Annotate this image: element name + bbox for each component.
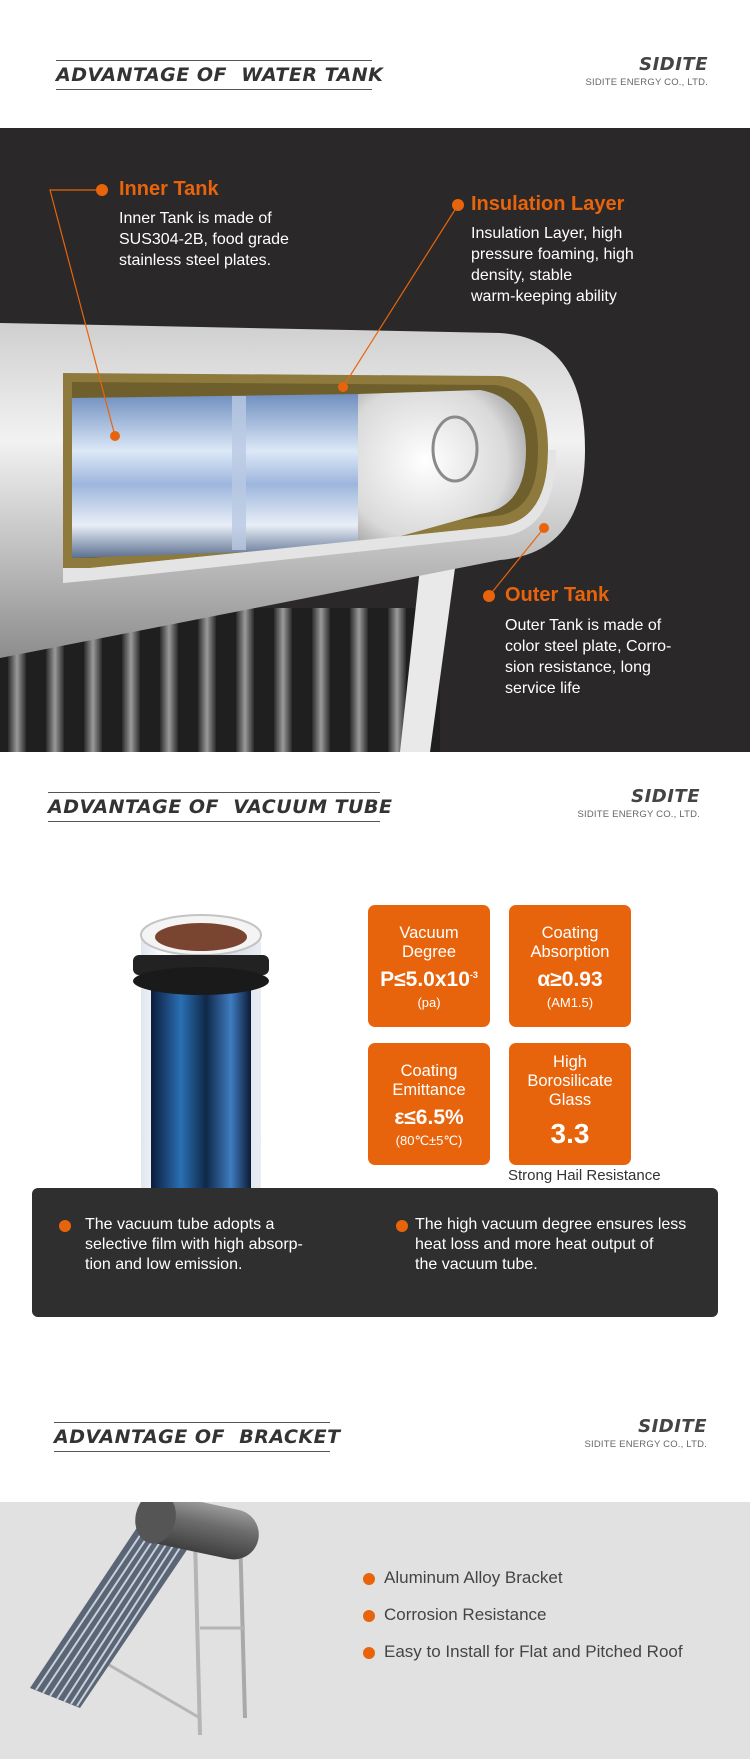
vacuum-tube-image (125, 895, 295, 1195)
hail-resistance-caption: Strong Hail Resistance (508, 1167, 661, 1184)
spec-note: (pa) (417, 995, 441, 1010)
spec-label-line-2: Degree (401, 943, 457, 961)
info-point-line-1: The high vacuum degree ensures less (415, 1216, 687, 1233)
brand-logo (578, 786, 701, 820)
bracket-section (0, 1502, 750, 1759)
spec-label-line-3: Glass (548, 1091, 592, 1109)
spec-label-line-1: Coating (541, 924, 599, 942)
heading-rule-bottom (54, 1451, 330, 1452)
spec-label (368, 1062, 490, 1100)
water-tank-heading (56, 64, 383, 86)
outer-tank-line-1: Outer Tank is made of (505, 617, 662, 634)
brand-logo (585, 1416, 708, 1450)
info-point-line-1: The vacuum tube adopts a (85, 1216, 275, 1233)
company-name: SIDITE ENERGY CO., LTD. (577, 809, 700, 820)
bullet-dot (363, 1610, 375, 1622)
spec-label-line-1: Vacuum (399, 924, 459, 942)
outer-tank-description (505, 615, 671, 699)
spec-label (509, 1053, 631, 1110)
bullet-dot (59, 1220, 71, 1232)
bullet-dot (363, 1647, 375, 1659)
insulation-layer-title: Insulation Layer (471, 193, 625, 215)
outer-tank-title: Outer Tank (505, 584, 610, 606)
heading-text: ADVANTAGE OF WATER TANK (56, 64, 384, 86)
spec-box-borosilicate-glass (509, 1043, 631, 1165)
heading-text: ADVANTAGE OF BRACKET (54, 1426, 341, 1448)
spec-note: (80℃±5℃) (395, 1133, 463, 1148)
heading-rule-top (56, 60, 372, 61)
spec-value: α≥0.93 (537, 968, 603, 991)
info-point (415, 1215, 686, 1275)
spec-label-line-2: Absorption (530, 943, 610, 961)
info-point (85, 1215, 303, 1275)
feature-item: Easy to Install for Flat and Pitched Roof (384, 1642, 683, 1661)
insulation-line-1: Insulation Layer, high (471, 225, 623, 242)
heading-rule-top (54, 1422, 330, 1423)
spec-label-line-1: High (553, 1053, 587, 1071)
heading-rule-bottom (48, 821, 380, 822)
feature-item: Corrosion Resistance (384, 1605, 547, 1624)
logo-mark: SIDITE (638, 1416, 707, 1437)
inner-tank-line-3: stainless steel plates. (119, 252, 272, 269)
inner-tank-line-2: SUS304-2B, food grade (119, 231, 289, 248)
info-point-line-2: selective film with high absorp- (85, 1236, 303, 1253)
spec-value-exponent: -3 (469, 970, 478, 980)
outer-tank-line-2: color steel plate, Corro- (505, 638, 672, 655)
spec-label-line-2: Emittance (392, 1081, 466, 1099)
solar-water-heater-image (20, 1502, 320, 1735)
company-name: SIDITE ENERGY CO., LTD. (585, 77, 708, 88)
spec-value: ε≤6.5% (394, 1106, 464, 1129)
spec-box-coating-absorption (509, 905, 631, 1027)
logo-mark: SIDITE (639, 54, 708, 75)
bracket-heading (54, 1426, 341, 1448)
spec-value-text: P≤5.0x10 (380, 968, 470, 991)
water-tank-section (0, 128, 750, 752)
spec-note: (AM1.5) (546, 995, 594, 1010)
spec-label-line-2: Borosilicate (527, 1072, 613, 1090)
heading-rule-top (48, 792, 380, 793)
spec-box-coating-emittance (368, 1043, 490, 1165)
vacuum-tube-heading (48, 796, 392, 818)
spec-value: 3.3 (550, 1118, 590, 1149)
spec-box-vacuum-degree (368, 905, 490, 1027)
inner-tank-line-1: Inner Tank is made of (119, 210, 272, 227)
spec-label (509, 924, 631, 962)
logo-mark: SIDITE (631, 786, 700, 807)
insulation-layer-description (471, 223, 634, 307)
outer-tank-line-4: service life (505, 680, 581, 697)
insulation-line-2: pressure foaming, high (471, 246, 634, 263)
info-point-line-3: the vacuum tube. (415, 1256, 538, 1273)
outer-tank-line-3: sion resistance, long (505, 659, 651, 676)
bullet-dot (363, 1573, 375, 1585)
company-name: SIDITE ENERGY CO., LTD. (584, 1439, 707, 1450)
insulation-line-4: warm-keeping ability (471, 288, 617, 305)
brand-logo (586, 54, 709, 88)
info-point-line-2: heat loss and more heat output of (415, 1236, 654, 1253)
vacuum-tube-info-panel (32, 1188, 718, 1317)
insulation-line-3: density, stable (471, 267, 573, 284)
spec-label (368, 924, 490, 962)
inner-tank-description (119, 208, 289, 271)
spec-value (368, 968, 490, 992)
heading-text: ADVANTAGE OF VACUUM TUBE (48, 796, 393, 818)
bullet-dot (396, 1220, 408, 1232)
info-point-line-3: tion and low emission. (85, 1256, 243, 1273)
inner-tank-title: Inner Tank (119, 178, 219, 200)
spec-label-line-1: Coating (400, 1062, 458, 1080)
feature-item: Aluminum Alloy Bracket (384, 1568, 563, 1587)
heading-rule-bottom (56, 89, 372, 90)
